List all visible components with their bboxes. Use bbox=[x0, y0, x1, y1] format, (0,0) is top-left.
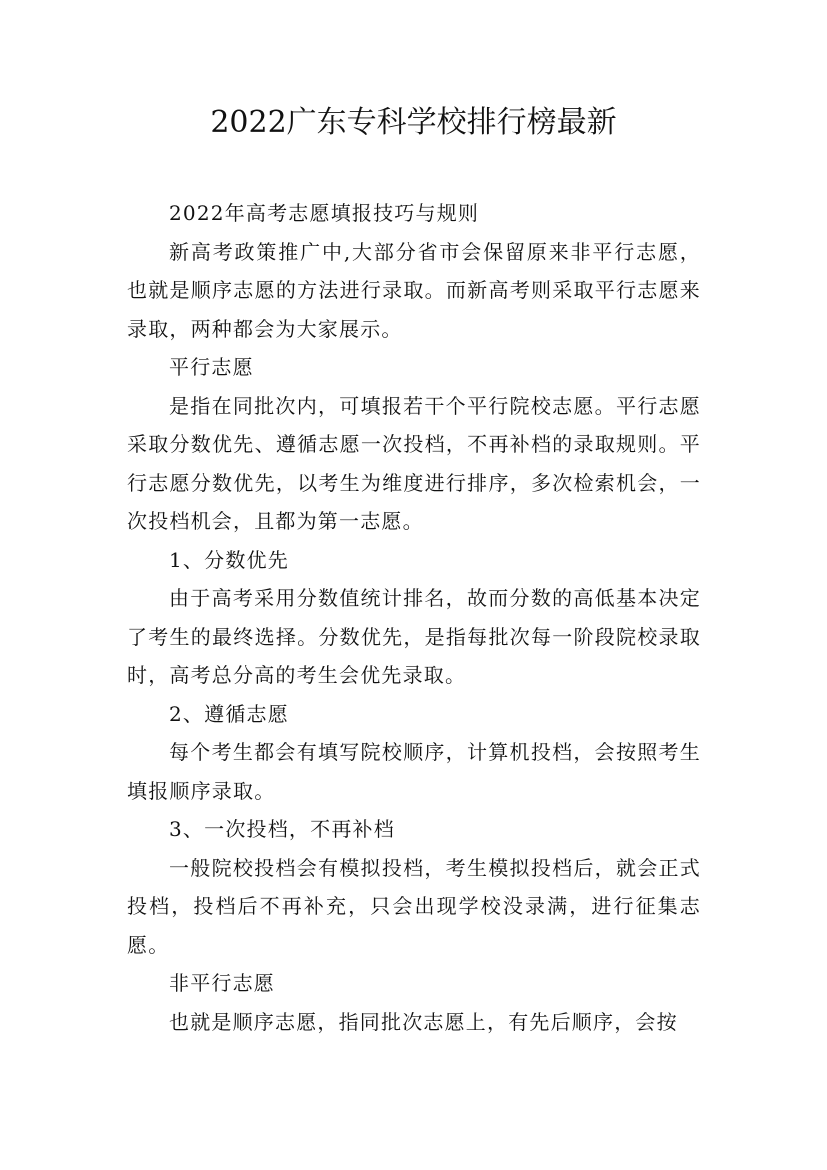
section-heading-2022-rules: 2022年高考志愿填报技巧与规则 bbox=[169, 201, 480, 225]
paragraph-follow-preference: 每个考生都会有填写院校顺序，计算机投档，会按照考生填报顺序录取。 bbox=[127, 740, 701, 803]
paragraph-intro: 新高考政策推广中,大部分省市会保留原来非平行志愿，也就是顺序志愿的方法进行录取。而新高考则采取平行志愿来录取，两种都会为大家展示。 bbox=[127, 239, 701, 341]
section-heading-non-parallel: 非平行志愿 bbox=[169, 971, 275, 995]
section-heading-score-priority: 1、分数优先 bbox=[169, 547, 289, 572]
document-title: 2022广东专科学校排行榜最新 bbox=[210, 105, 617, 140]
section-heading-parallel: 平行志愿 bbox=[169, 355, 254, 379]
paragraph-non-parallel: 也就是顺序志愿，指同批次志愿上，有先后顺序，会按 bbox=[169, 1009, 678, 1034]
paragraph-score-priority: 由于高考采用分数值统计排名，故而分数的高低基本决定了考生的最终选择。分数优先，是指每批次每一阶段院校录取时，高考总分高的考生会优先录取。 bbox=[127, 586, 701, 687]
paragraph-parallel-definition: 是指在同批次内，可填报若干个平行院校志愿。平行志愿采取分数优先、遵循志愿一次投档，不再补档的录取规则。平行志愿分数优先，以考生为维度进行排序，多次检索机会，一次投档机会，且都为第一志愿。 bbox=[127, 393, 701, 533]
section-heading-follow-preference: 2、遵循志愿 bbox=[169, 701, 289, 726]
paragraph-single-submission: 一般院校投档会有模拟投档，考生模拟投档后，就会正式投档，投档后不再补充，只会出现学校没录满，进行征集志愿。 bbox=[127, 855, 701, 957]
document-body bbox=[127, 194, 701, 1041]
section-heading-single-submission: 3、一次投档，不再补档 bbox=[169, 817, 395, 841]
